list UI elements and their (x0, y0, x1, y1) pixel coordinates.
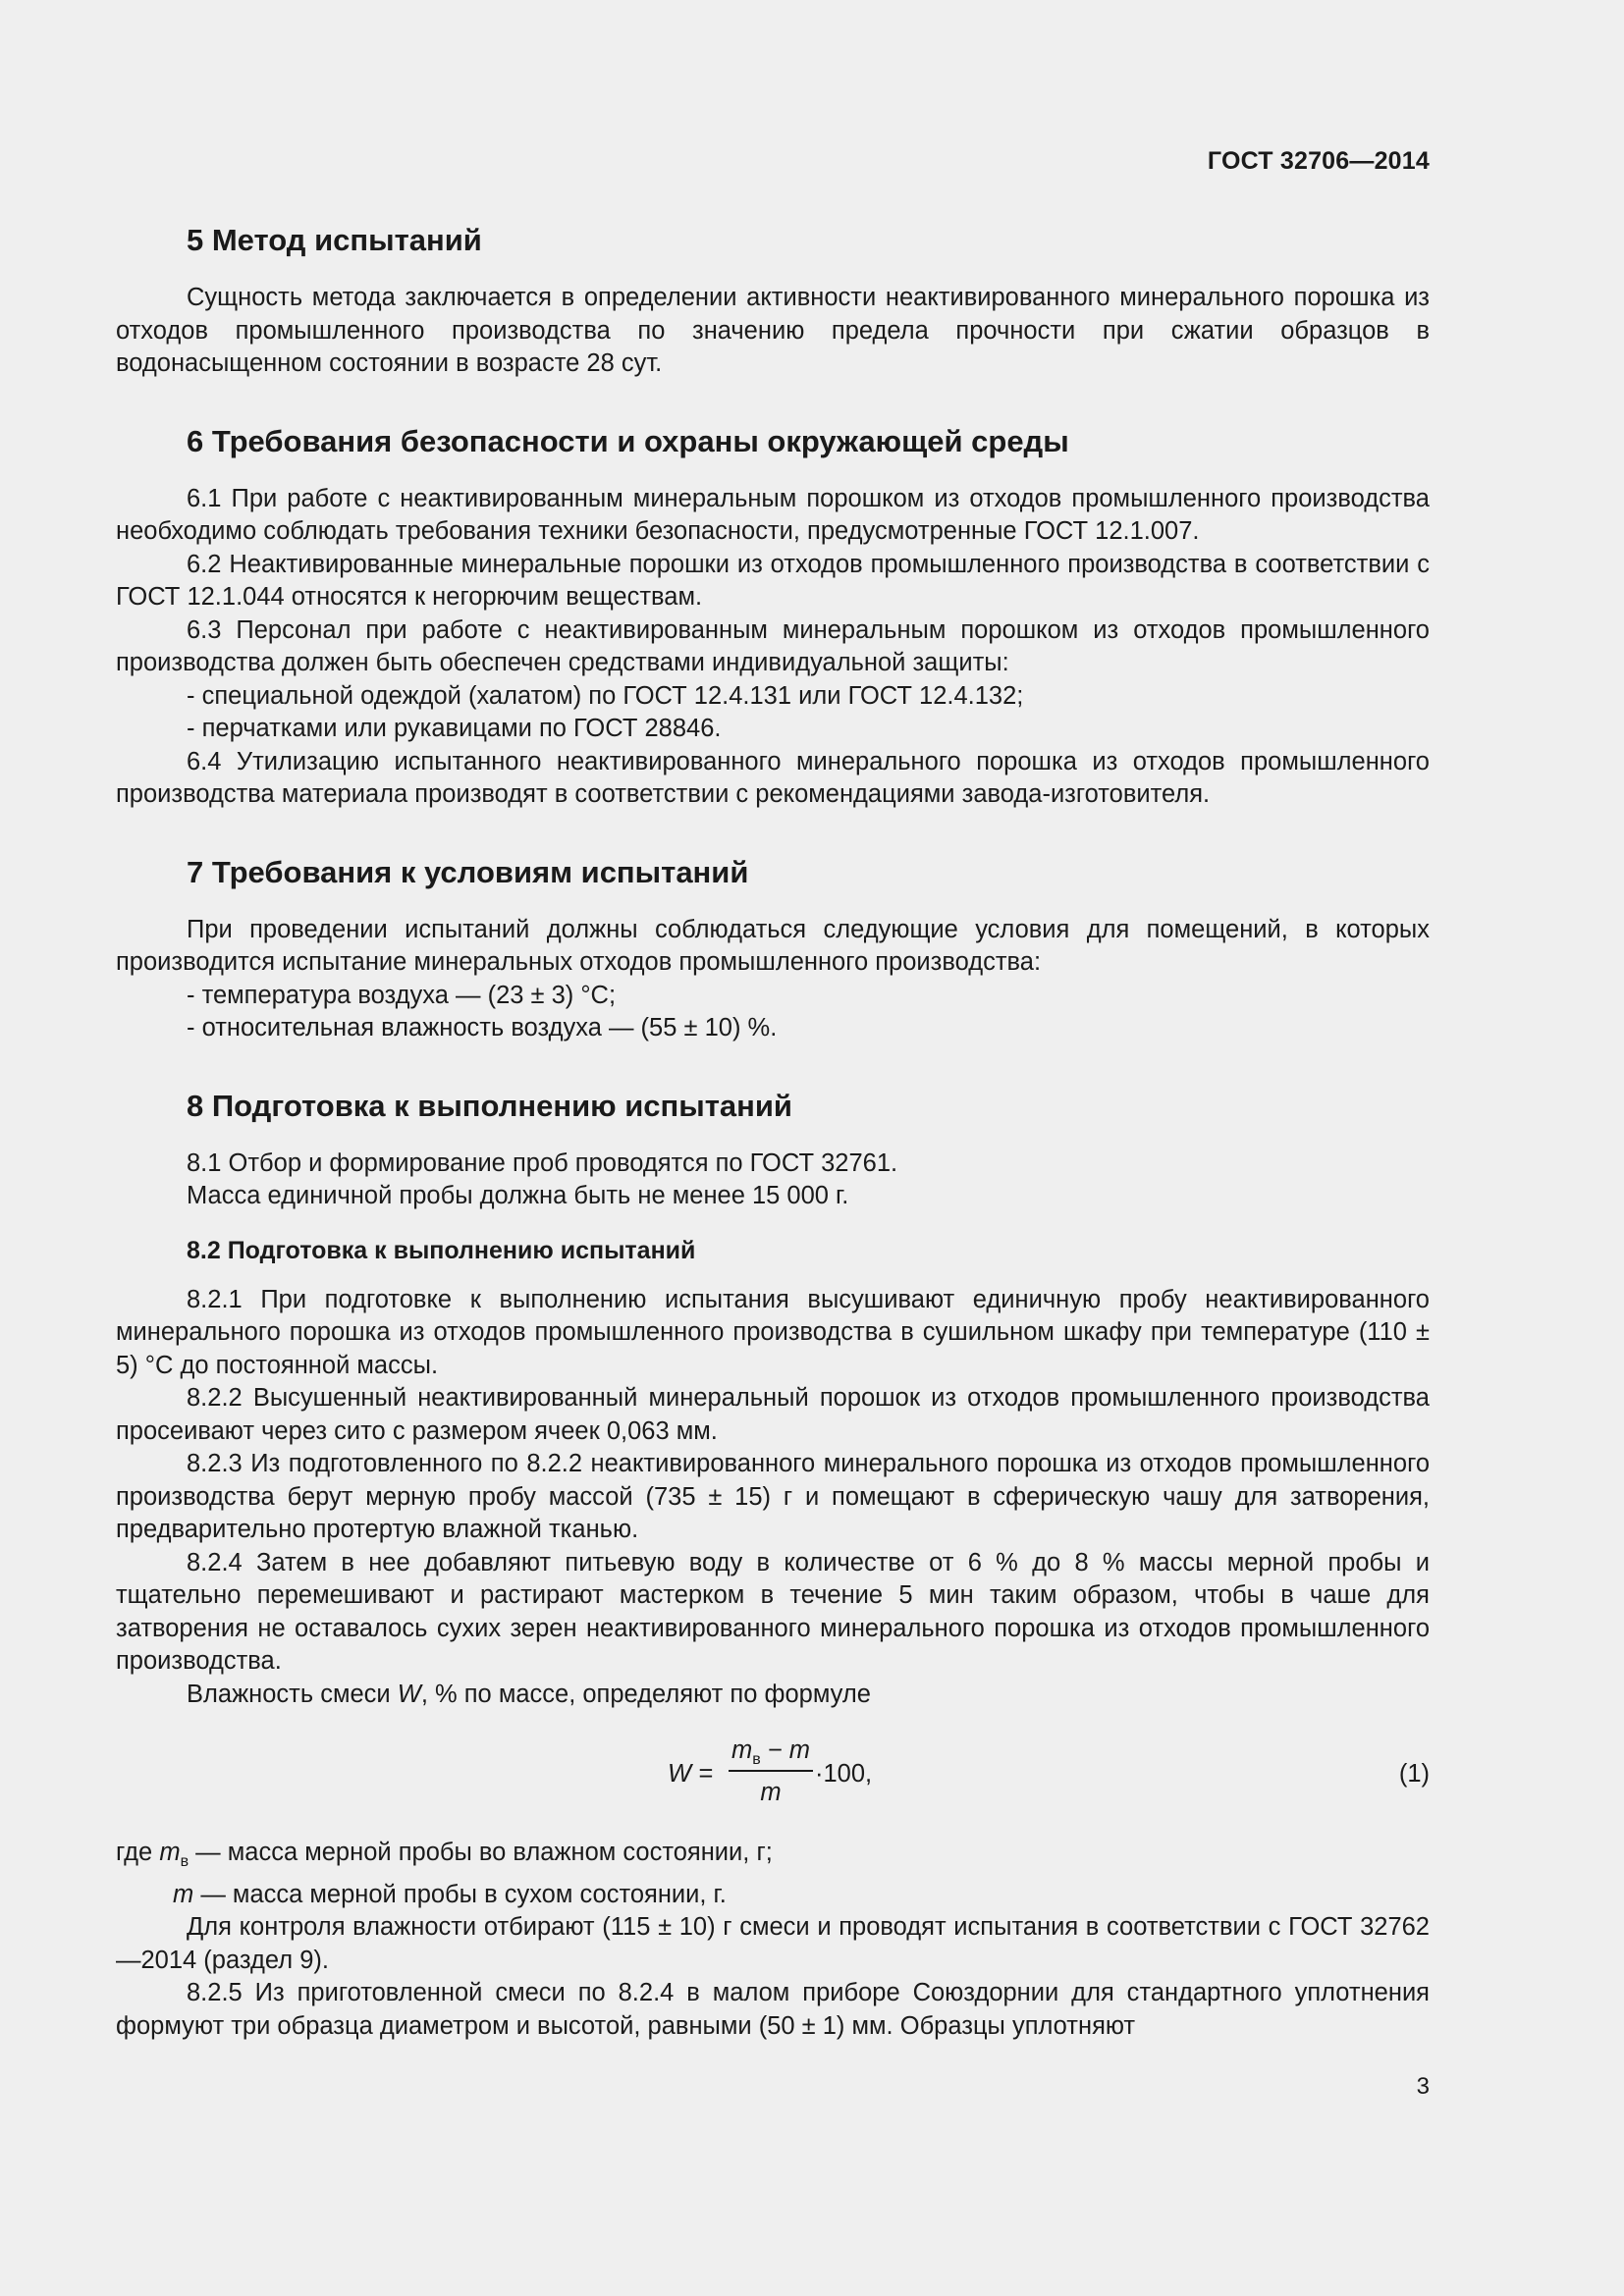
section-7 (116, 853, 1430, 1045)
formula-1 (116, 1731, 1430, 1821)
list-item: - относительная влажность воздуха — (55 ± 10) %. (187, 1014, 778, 1041)
page-number: 3 (1416, 2073, 1430, 2100)
paragraph-6-2: 6.2 Неактивированные минеральные порошки из отходов промышленного производства в соответствии с ГОСТ 12.1.044 относятся к негорючим веществам. (116, 550, 1430, 611)
list-item: - специальной одеждой (халатом) по ГОСТ 12.4.131 или ГОСТ 12.4.132; (187, 681, 1024, 710)
document-code: ГОСТ 32706—2014 (1207, 147, 1430, 175)
formula-fraction (729, 1731, 813, 1811)
formula-intro: Влажность смеси W, % по массе, определяют по формуле (187, 1680, 871, 1708)
section-6-title: 6 Требования безопасности и охраны окружающей среды (187, 423, 1069, 458)
paragraph-6-4: 6.4 Утилизацию испытанного неактивированного минерального порошка из отходов промышленного производства материала производят в соответствии с рекомендациями завода-изготовителя. (116, 747, 1430, 808)
section-5-title: 5 Метод испытаний (187, 223, 482, 257)
paragraph-8-2-2: 8.2.2 Высушенный неактивированный минеральный порошок из отходов промышленного производства просеивают через сито с размером ячеек 0,063 мм. (116, 1384, 1430, 1445)
paragraph-6-1: 6.1 При работе с неактивированным минеральным порошком из отходов промышленного производства необходимо соблюдать требования техники безопасности, предусмотренные ГОСТ 12.1.007. (116, 484, 1430, 545)
formula-lhs: W = (668, 1760, 714, 1788)
paragraph-8-2-5: 8.2.5 Из приготовленной смеси по 8.2.4 в малом приборе Союздорнии для стандартного уплотнения формуют три образца диаметром и высотой, равными (50 ± 1) мм. Образцы уплотняют (116, 1979, 1430, 2040)
paragraph-8-1-mass: Масса единичной пробы должна быть не менее 15 000 г. (187, 1182, 849, 1209)
paragraph-8-2-4: 8.2.4 Затем в нее добавляют питьевую воду в количестве от 6 % до 8 % массы мерной пробы и тщательно перемешивают и растирают мастерком в течение 5 мин таким образом, чтобы в чаше для затворения не оставалось сухих зерен неактивированного минерального порошка из отходов промышленного производства. (116, 1548, 1430, 1675)
paragraph-8-2-1: 8.2.1 При подготовке к выполнению испытания высушивают единичную пробу неактивированного минерального порошка из отходов промышленного производства в сушильном шкафу при температуре (110 ± 5) °С до постоянной массы. (116, 1285, 1430, 1379)
list-item: - температура воздуха — (23 ± 3) °С; (187, 981, 617, 1009)
section-7-paragraph: При проведении испытаний должны соблюдаться следующие условия для помещений, в которых производится испытание минеральных отходов промышленного производства: (116, 915, 1430, 976)
section-8-title: 8 Подготовка к выполнению испытаний (187, 1088, 792, 1123)
formula-expression (668, 1731, 893, 1821)
formula-denominator: m (760, 1778, 782, 1806)
formula-numerator: $m_в - m$ (731, 1736, 811, 1769)
section-5-paragraph: Сущность метода заключается в определении активности неактивированного минерального порошка из отходов промышленного производства по значению предела прочности при сжатии образцов в водонасыщенном состоянии в возрасте 28 сут. (116, 284, 1430, 377)
section-8 (116, 1087, 1430, 2044)
formula-where-2: m — масса мерной пробы в сухом состоянии, г. (173, 1880, 727, 1908)
section-7-title: 7 Требования к условиям испытаний (187, 854, 749, 889)
formula-multiplier: ·100, (815, 1760, 873, 1788)
paragraph-moisture-control: Для контроля влажности отбирают (115 ± 10) г смеси и проводят испытания в соответствии с ГОСТ 32762—2014 (раздел 9). (116, 1913, 1430, 1974)
paragraph-6-3: 6.3 Персонал при работе с неактивированным минеральным порошком из отходов промышленного производства должен быть обеспечен средствами индивидуальной защиты: (116, 615, 1430, 676)
formula-where-1: где $m_в$ — масса мерной пробы во влажном состоянии, г; (116, 1839, 773, 1871)
subsection-8-2-title: 8.2 Подготовка к выполнению испытаний (187, 1236, 696, 1264)
list-item: - перчатками или рукавицами по ГОСТ 28846. (187, 715, 722, 742)
section-5 (116, 221, 1430, 381)
paragraph-8-1: 8.1 Отбор и формирование проб проводятся по ГОСТ 32761. (187, 1148, 898, 1177)
equation-number: (1) (1398, 1760, 1430, 1788)
section-6 (116, 422, 1430, 812)
paragraph-8-2-3: 8.2.3 Из подготовленного по 8.2.2 неактивированного минерального порошка из отходов промышленного производства берут мерную пробу массой (735 ± 15) г и помещают в сферическую чашу для затворения, предварительно протертую влажной тканью. (116, 1450, 1430, 1543)
document-body (116, 221, 1430, 2043)
